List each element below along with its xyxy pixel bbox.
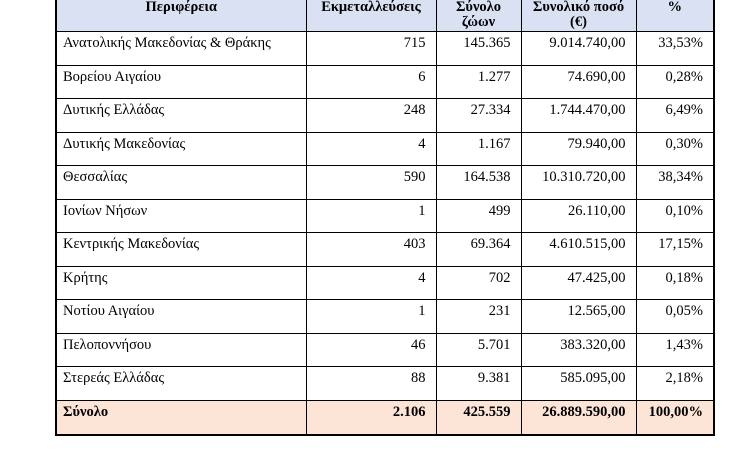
table-row xyxy=(56,333,714,367)
holdings-cell: 6 xyxy=(306,65,436,99)
holdings-cell: 4 xyxy=(306,266,436,300)
total-percent-cell: 100,00% xyxy=(636,400,714,435)
holdings-cell: 248 xyxy=(306,99,436,133)
percent-cell: 0,10% xyxy=(636,199,714,233)
column-header-holdings: Εκμεταλλεύσεις xyxy=(306,0,436,32)
holdings-cell: 88 xyxy=(306,367,436,401)
amount-cell: 26.110,00 xyxy=(521,199,636,233)
table-header xyxy=(56,0,714,32)
table-row xyxy=(56,367,714,401)
total-label-cell: Σύνολο xyxy=(56,400,306,435)
percent-cell: 38,34% xyxy=(636,166,714,200)
holdings-cell: 590 xyxy=(306,166,436,200)
animals-cell: 27.334 xyxy=(436,99,521,133)
animals-cell: 231 xyxy=(436,300,521,334)
percent-cell: 0,18% xyxy=(636,266,714,300)
holdings-cell: 715 xyxy=(306,32,436,66)
header-row xyxy=(56,0,714,32)
percent-cell: 0,30% xyxy=(636,132,714,166)
table-row xyxy=(56,300,714,334)
percent-cell: 17,15% xyxy=(636,233,714,267)
amount-cell: 79.940,00 xyxy=(521,132,636,166)
amount-cell: 10.310.720,00 xyxy=(521,166,636,200)
amount-cell: 585.095,00 xyxy=(521,367,636,401)
region-cell: Νοτίου Αιγαίου xyxy=(56,300,306,334)
regions-table-container xyxy=(55,0,713,436)
total-animals-cell: 425.559 xyxy=(436,400,521,435)
holdings-cell: 46 xyxy=(306,333,436,367)
region-cell: Δυτικής Ελλάδας xyxy=(56,99,306,133)
table-row xyxy=(56,199,714,233)
table-row xyxy=(56,99,714,133)
table-row xyxy=(56,65,714,99)
column-header-percent: % xyxy=(636,0,714,32)
column-header-region: Περιφέρεια xyxy=(56,0,306,32)
region-cell: Ιονίων Νήσων xyxy=(56,199,306,233)
holdings-cell: 403 xyxy=(306,233,436,267)
table-row xyxy=(56,132,714,166)
table-row xyxy=(56,32,714,66)
percent-cell: 6,49% xyxy=(636,99,714,133)
holdings-cell: 4 xyxy=(306,132,436,166)
region-cell: Στερεάς Ελλάδας xyxy=(56,367,306,401)
amount-cell: 74.690,00 xyxy=(521,65,636,99)
region-cell: Κρήτης xyxy=(56,266,306,300)
animals-cell: 702 xyxy=(436,266,521,300)
region-cell: Βορείου Αιγαίου xyxy=(56,65,306,99)
animals-cell: 9.381 xyxy=(436,367,521,401)
regions-table xyxy=(55,0,715,436)
region-cell: Θεσσαλίας xyxy=(56,166,306,200)
region-cell: Δυτικής Μακεδονίας xyxy=(56,132,306,166)
table-row xyxy=(56,233,714,267)
region-cell: Πελοποννήσου xyxy=(56,333,306,367)
percent-cell: 0,05% xyxy=(636,300,714,334)
animals-cell: 5.701 xyxy=(436,333,521,367)
amount-cell: 9.014.740,00 xyxy=(521,32,636,66)
total-row xyxy=(56,400,714,435)
animals-cell: 1.277 xyxy=(436,65,521,99)
animals-cell: 69.364 xyxy=(436,233,521,267)
percent-cell: 2,18% xyxy=(636,367,714,401)
amount-cell: 12.565,00 xyxy=(521,300,636,334)
table-row xyxy=(56,166,714,200)
animals-cell: 1.167 xyxy=(436,132,521,166)
percent-cell: 33,53% xyxy=(636,32,714,66)
table-row xyxy=(56,266,714,300)
amount-cell: 47.425,00 xyxy=(521,266,636,300)
total-holdings-cell: 2.106 xyxy=(306,400,436,435)
amount-cell: 383.320,00 xyxy=(521,333,636,367)
total-amount-cell: 26.889.590,00 xyxy=(521,400,636,435)
percent-cell: 0,28% xyxy=(636,65,714,99)
column-header-animals: Σύνολο ζώων xyxy=(436,0,521,32)
region-cell: Ανατολικής Μακεδονίας & Θράκης xyxy=(56,32,306,66)
holdings-cell: 1 xyxy=(306,199,436,233)
region-cell: Κεντρικής Μακεδονίας xyxy=(56,233,306,267)
animals-cell: 499 xyxy=(436,199,521,233)
animals-cell: 164.538 xyxy=(436,166,521,200)
column-header-amount: Συνολικό ποσό (€) xyxy=(521,0,636,32)
holdings-cell: 1 xyxy=(306,300,436,334)
amount-cell: 4.610.515,00 xyxy=(521,233,636,267)
animals-cell: 145.365 xyxy=(436,32,521,66)
amount-cell: 1.744.470,00 xyxy=(521,99,636,133)
percent-cell: 1,43% xyxy=(636,333,714,367)
table-body xyxy=(56,32,714,435)
